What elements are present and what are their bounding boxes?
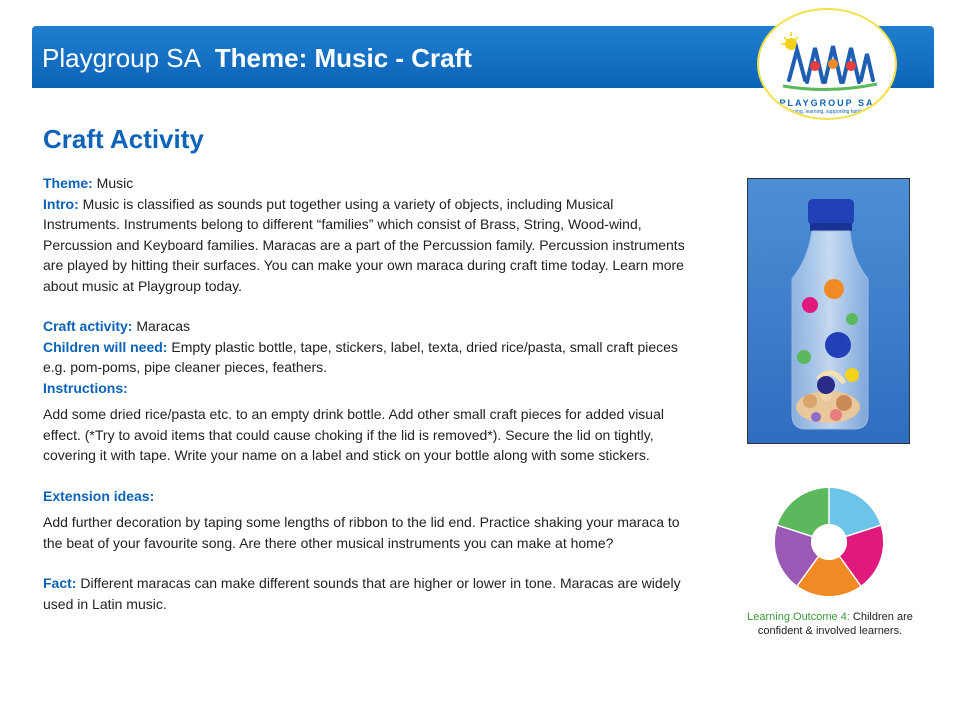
craft-label: Craft activity: — [43, 318, 133, 334]
fact-text: Different maracas can make different sounds that are higher or lower in tone. Maracas are widely used in Latin music. — [43, 575, 681, 612]
playgroup-logo — [757, 8, 897, 120]
org-name: Playgroup SA — [42, 43, 200, 73]
need-text: Empty plastic bottle, tape, stickers, label, texta, dried rice/pasta, small craft pieces e.g. pom-poms, pipe cleaner pieces, feathers. — [43, 338, 678, 375]
outcome-text: Children are confident & involved learners. — [757, 611, 913, 637]
maraca-photo — [747, 178, 910, 444]
section-heading: Craft Activity — [43, 124, 204, 154]
craft-line — [43, 316, 693, 337]
learning-outcome-caption — [740, 610, 920, 638]
main-content — [43, 124, 693, 614]
maraca-bottle-image — [748, 179, 910, 444]
learning-outcomes-wheel — [774, 487, 884, 597]
theme-label: Theme: — [43, 175, 93, 191]
fact-label: Fact: — [43, 575, 77, 591]
need-label: Children will need: — [43, 338, 168, 355]
extension-text: Add further decoration by taping some lengths of ribbon to the lid end. Practice shaking your maraca to the beat of your favourite song. Are there other musical instruments you can make at home? — [43, 514, 680, 551]
intro-paragraph — [43, 194, 693, 297]
intro-text: Music is classified as sounds put together using a variety of objects, including Musical Instruments. Instruments belong to different “families” which consist of Brass, String, Wood-wind, Percussion and Keyboard families. Maracas are a part of the Percussion family. Percussion instruments are played by hitting their surfaces. You can make your own maraca during craft time today. Learn more about music at Playgroup today. — [43, 195, 685, 294]
theme-value: Music — [92, 175, 134, 191]
intro-label: Intro: — [43, 195, 79, 212]
need-paragraph — [43, 337, 693, 378]
outcome-label: Learning Outcome 4: — [747, 611, 850, 623]
instructions-heading — [43, 378, 693, 399]
craft-value: Maracas — [132, 318, 191, 334]
fact-paragraph — [43, 573, 693, 614]
extension-heading — [43, 486, 693, 507]
theme-title: Theme: Music - Craft — [214, 43, 472, 73]
page-title — [42, 43, 472, 74]
logo-name: PLAYGROUP SA — [779, 98, 875, 108]
instructions-text: Add some dried rice/pasta etc. to an empty drink bottle. Add other small craft pieces for added visual effect. (*Try to avoid items that could cause choking if the lid is removed*). Secure the lid on tightly, covering it with tape. Write your name on a label and stick on your bottle along with some stickers. — [43, 406, 664, 463]
theme-line — [43, 173, 693, 194]
logo-tagline: Playing, learning, supporting families — [786, 109, 868, 115]
extension-label: Extension ideas: — [43, 487, 155, 504]
instructions-label: Instructions: — [43, 379, 128, 396]
